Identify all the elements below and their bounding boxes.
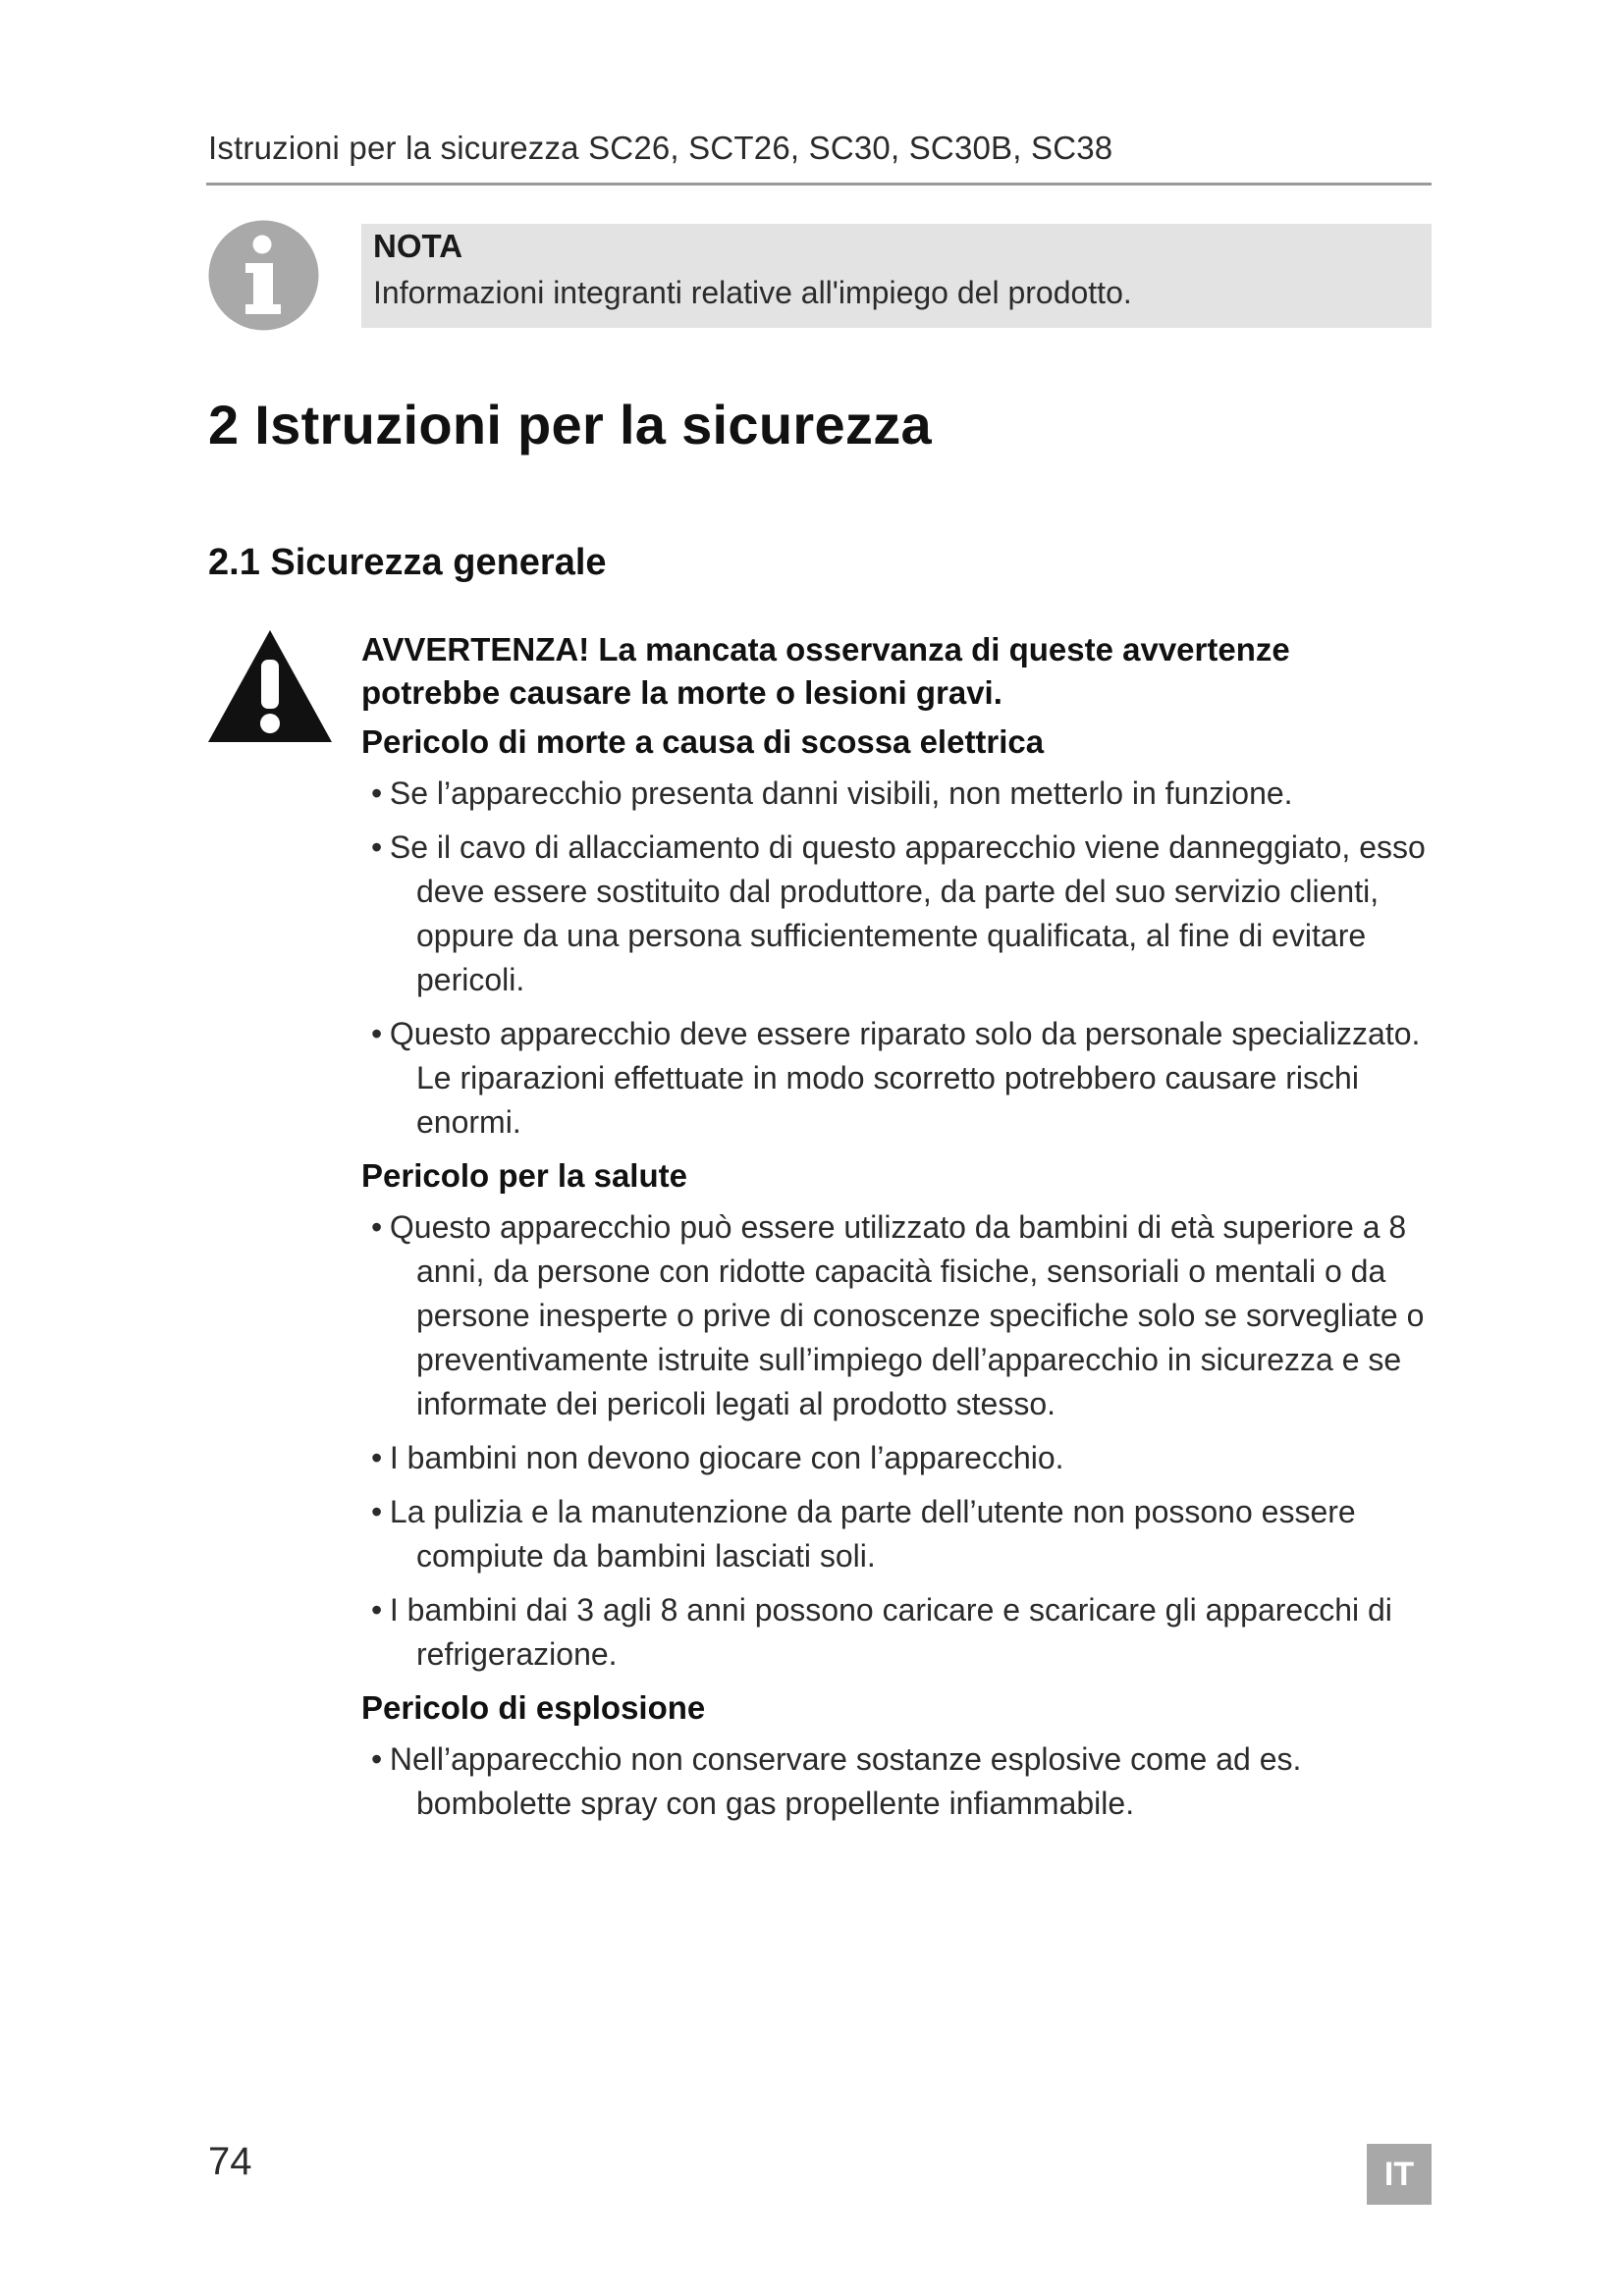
warning-title: AVVERTENZA! La mancata osservanza di queste avvertenze potrebbe causare la morte o lesioni gravi. [361,631,1290,711]
note-text: Informazioni integranti relative all'impiego del prodotto. [373,275,1132,310]
info-icon [208,220,319,331]
header-divider [206,183,1432,186]
group-heading-electric-shock: Pericolo di morte a causa di scossa elettrica [361,723,1045,760]
page-number: 74 [208,2140,252,2183]
group-heading-health: Pericolo per la salute [361,1157,687,1194]
chapter-title: 2 Istruzioni per la sicurezza [208,394,932,455]
list-item: • Questo apparecchio deve essere riparato solo da personale specializzato. Le riparazioni effettuate in modo scorretto potrebbero causare rischi enormi. [371,1016,1421,1140]
section-title: 2.1 Sicurezza generale [208,542,607,583]
language-badge: IT [1367,2144,1432,2205]
list-item: • I bambini dai 3 agli 8 anni possono caricare e scaricare gli apparecchi di refrigerazione. [371,1592,1392,1672]
warning-triangle-icon [206,628,334,744]
note-title: NOTA [373,228,463,264]
running-header: Istruzioni per la sicurezza SC26, SCT26, SC30, SC30B, SC38 [208,130,1113,166]
list-item: • La pulizia e la manutenzione da parte dell’utente non possono essere compiute da bambini lasciati soli. [371,1494,1356,1574]
list-item: • Se l’apparecchio presenta danni visibili, non metterlo in funzione. [371,775,1293,811]
bullet-list-explosion [361,1737,1434,1826]
bullet-list-health [361,1205,1434,1677]
bullet-list-electric-shock [361,772,1434,1145]
list-item: • I bambini non devono giocare con l’apparecchio. [371,1440,1064,1475]
list-item: • Questo apparecchio può essere utilizzato da bambini di età superiore a 8 anni, da persone con ridotte capacità fisiche, sensoriali o mentali o da persone inesperte o prive di conoscenze specifiche solo se sorvegliate o preventivamente istruite sull’impiego dell’apparecchio in sicurezza e se informate dei pericoli legati al prodotto stesso. [371,1209,1425,1421]
safety-content [361,628,1434,1836]
list-item: • Se il cavo di allacciamento di questo apparecchio viene danneggiato, esso deve essere sostituito dal produttore, da parte del suo servizio clienti, oppure da una persona sufficientemente qualificata, al fine di evitare pericoli. [371,829,1426,997]
list-item: • Nell’apparecchio non conservare sostanze esplosive come ad es. bombolette spray con gas propellente infiammabile. [371,1741,1302,1821]
group-heading-explosion: Pericolo di esplosione [361,1689,706,1726]
